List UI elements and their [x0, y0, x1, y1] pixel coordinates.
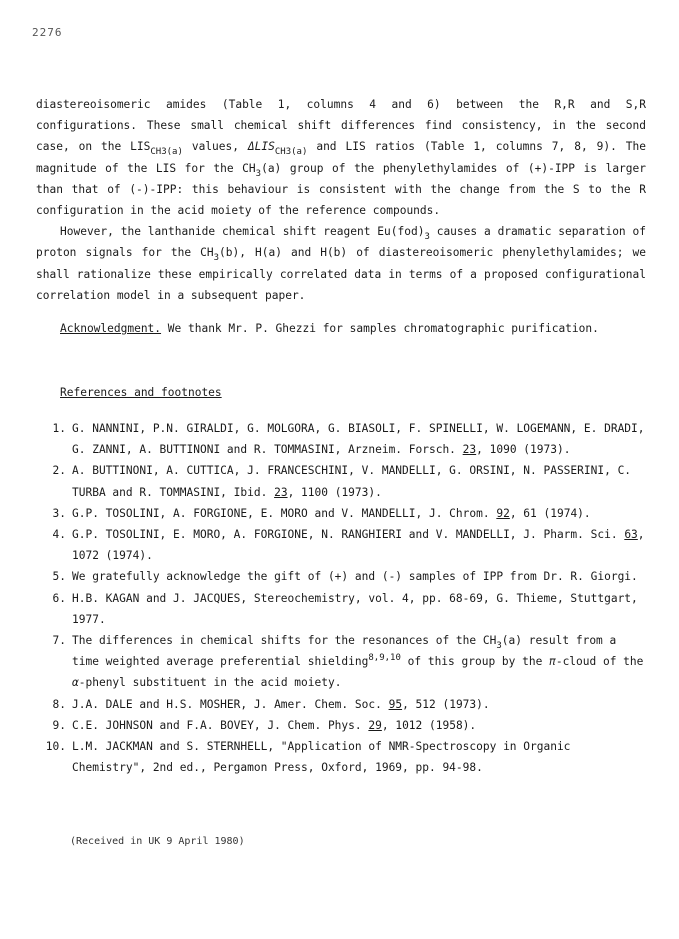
pi-symbol: π — [549, 655, 556, 669]
reference-number: 2. — [52, 464, 66, 478]
ref7-text-5: -phenyl substituent in the acid moiety. — [78, 676, 342, 690]
acknowledgment — [36, 318, 646, 339]
reference-text: A. BUTTINONI, A. CUTTICA, J. FRANCESCHINI, V. MANDELLI, G. ORSINI, N. PASSERINI, C. TURBA and R. TOMMASINI, Ibid. — [72, 464, 632, 499]
p2-text-2: causes a dramatic separation of proton signals for the CH — [36, 225, 646, 260]
reference-text: G. NANNINI, P.N. GIRALDI, G. MOLGORA, G. BIASOLI, F. SPINELLI, W. LOGEMANN, E. DRADI, G. ZANNI, A. BUTTINONI and R. TOMMASINI, Arzneim. Forsch. — [72, 422, 645, 457]
reference-7 — [36, 630, 646, 694]
reference-number: 6. — [52, 591, 66, 605]
alpha-symbol: α — [72, 676, 79, 690]
p2-text-1: However, the lanthanide chemical shift reagent Eu(fod) — [60, 225, 425, 239]
acknowledgment-heading: Acknowledgment. — [60, 322, 162, 336]
p1-delta: ΔLIS — [247, 140, 275, 154]
reference-text: G.P. TOSOLINI, E. MORO, A. FORGIONE, N. RANGHIERI and V. MANDELLI, J. Pharm. Sci. — [72, 528, 625, 542]
reference-tail: , 61 (1974). — [509, 506, 591, 520]
acknowledgment-text: We thank Mr. P. Ghezzi for samples chromatographic purification. — [161, 322, 599, 336]
reference-volume: 63 — [624, 528, 638, 542]
reference-volume: 95 — [388, 697, 403, 711]
reference-text: We gratefully acknowledge the gift of (+) and (-) samples of IPP from Dr. R. Giorgi. — [72, 570, 638, 584]
reference-text: J.A. DALE and H.S. MOSHER, J. Amer. Chem. Soc. — [72, 697, 389, 711]
references-heading: References and footnotes — [60, 386, 222, 399]
page-number: 2276 — [32, 26, 63, 39]
reference-tail: , 1090 (1973). — [476, 443, 571, 457]
reference-tail: , 1012 (1958). — [381, 718, 477, 732]
reference-text: L.M. JACKMAN and S. STERNHELL, "Application of NMR-Spectroscopy in Organic Chemistry", 2nd ed., Pergamon Press, Oxford, 1969, pp. 94-98. — [72, 740, 571, 775]
p1-text-2: values, — [182, 140, 248, 154]
reference-6 — [36, 588, 646, 630]
reference-volume: 23 — [462, 443, 477, 457]
ref7-text-2: (a) result from a time weighted average preferential shielding — [72, 634, 617, 669]
reference-tail: , 512 (1973). — [402, 697, 490, 711]
reference-number: 3. — [52, 506, 66, 520]
reference-10 — [36, 736, 646, 778]
references-list — [36, 418, 646, 778]
reference-3 — [36, 503, 646, 524]
reference-number: 7. — [52, 634, 66, 648]
p2-text-3: (b), H(a) and H(b) of diastereoisomeric phenylethylamides; we shall rationalize these empirically correlated data in terms of a proposed configurational correlation model in a subsequent paper. — [36, 246, 646, 302]
reference-volume: 29 — [368, 718, 382, 732]
reference-volume: 23 — [274, 485, 288, 499]
reference-1 — [36, 418, 646, 460]
p1-sub-1: CH3(a) — [150, 147, 183, 158]
p1-text-3: and LIS ratios (Table 1, columns 7, 8, 9). The magnitude of the LIS for the CH — [36, 140, 646, 175]
reference-2 — [36, 460, 646, 502]
reference-tail: , 1072 (1974). — [72, 528, 645, 563]
p1-sub-2: CH3(a) — [274, 147, 308, 158]
received-date: (Received in UK 9 April 1980) — [70, 836, 245, 847]
reference-8 — [36, 694, 646, 715]
p1-text-1: diastereoisomeric amides (Table 1, columns 4 and 6) between the R,R and S,R configurations. These small chemical shift differences find consistency, in the second case, on the LIS — [36, 98, 646, 154]
p2-sub-1: 3 — [424, 232, 430, 243]
reference-number: 9. — [52, 718, 66, 732]
reference-9 — [36, 715, 646, 736]
ref7-sub: 3 — [496, 641, 502, 652]
p1-text-4: (a) group of the phenylethylamides of (+)-IPP is larger than that of (-)-IPP: this behaviour is consistent with the change from the S to the R configuration in the acid moiety of the reference compounds. — [36, 161, 646, 218]
reference-number: 10. — [45, 740, 66, 754]
reference-text: H.B. KAGAN and J. JACQUES, Stereochemistry, vol. 4, pp. 68-69, G. Thieme, Stuttgart, 1977. — [72, 591, 638, 626]
ref7-sup: 8,9,10 — [368, 653, 401, 664]
p1-sub-3: 3 — [255, 168, 262, 179]
reference-text: G.P. TOSOLINI, A. FORGIONE, E. MORO and V. MANDELLI, J. Chrom. — [72, 506, 497, 520]
paragraph-2 — [36, 221, 646, 306]
reference-number: 4. — [52, 528, 66, 542]
body-text — [36, 94, 646, 339]
ref7-text-4: -cloud of the — [555, 655, 644, 669]
reference-number: 1. — [52, 422, 66, 435]
reference-number: 5. — [52, 570, 66, 584]
paragraph-1 — [36, 94, 646, 221]
reference-number: 8. — [52, 697, 66, 711]
p2-sub-2: 3 — [213, 253, 220, 264]
ref7-text-1: The differences in chemical shifts for the resonances of the CH — [72, 634, 497, 648]
ref7-text-3: of this group by the — [400, 655, 550, 669]
reference-4 — [36, 524, 646, 566]
reference-text: C.E. JOHNSON and F.A. BOVEY, J. Chem. Phys. — [72, 718, 369, 732]
reference-5 — [36, 566, 646, 587]
reference-volume: 92 — [496, 506, 510, 520]
reference-tail: , 1100 (1973). — [287, 485, 382, 499]
